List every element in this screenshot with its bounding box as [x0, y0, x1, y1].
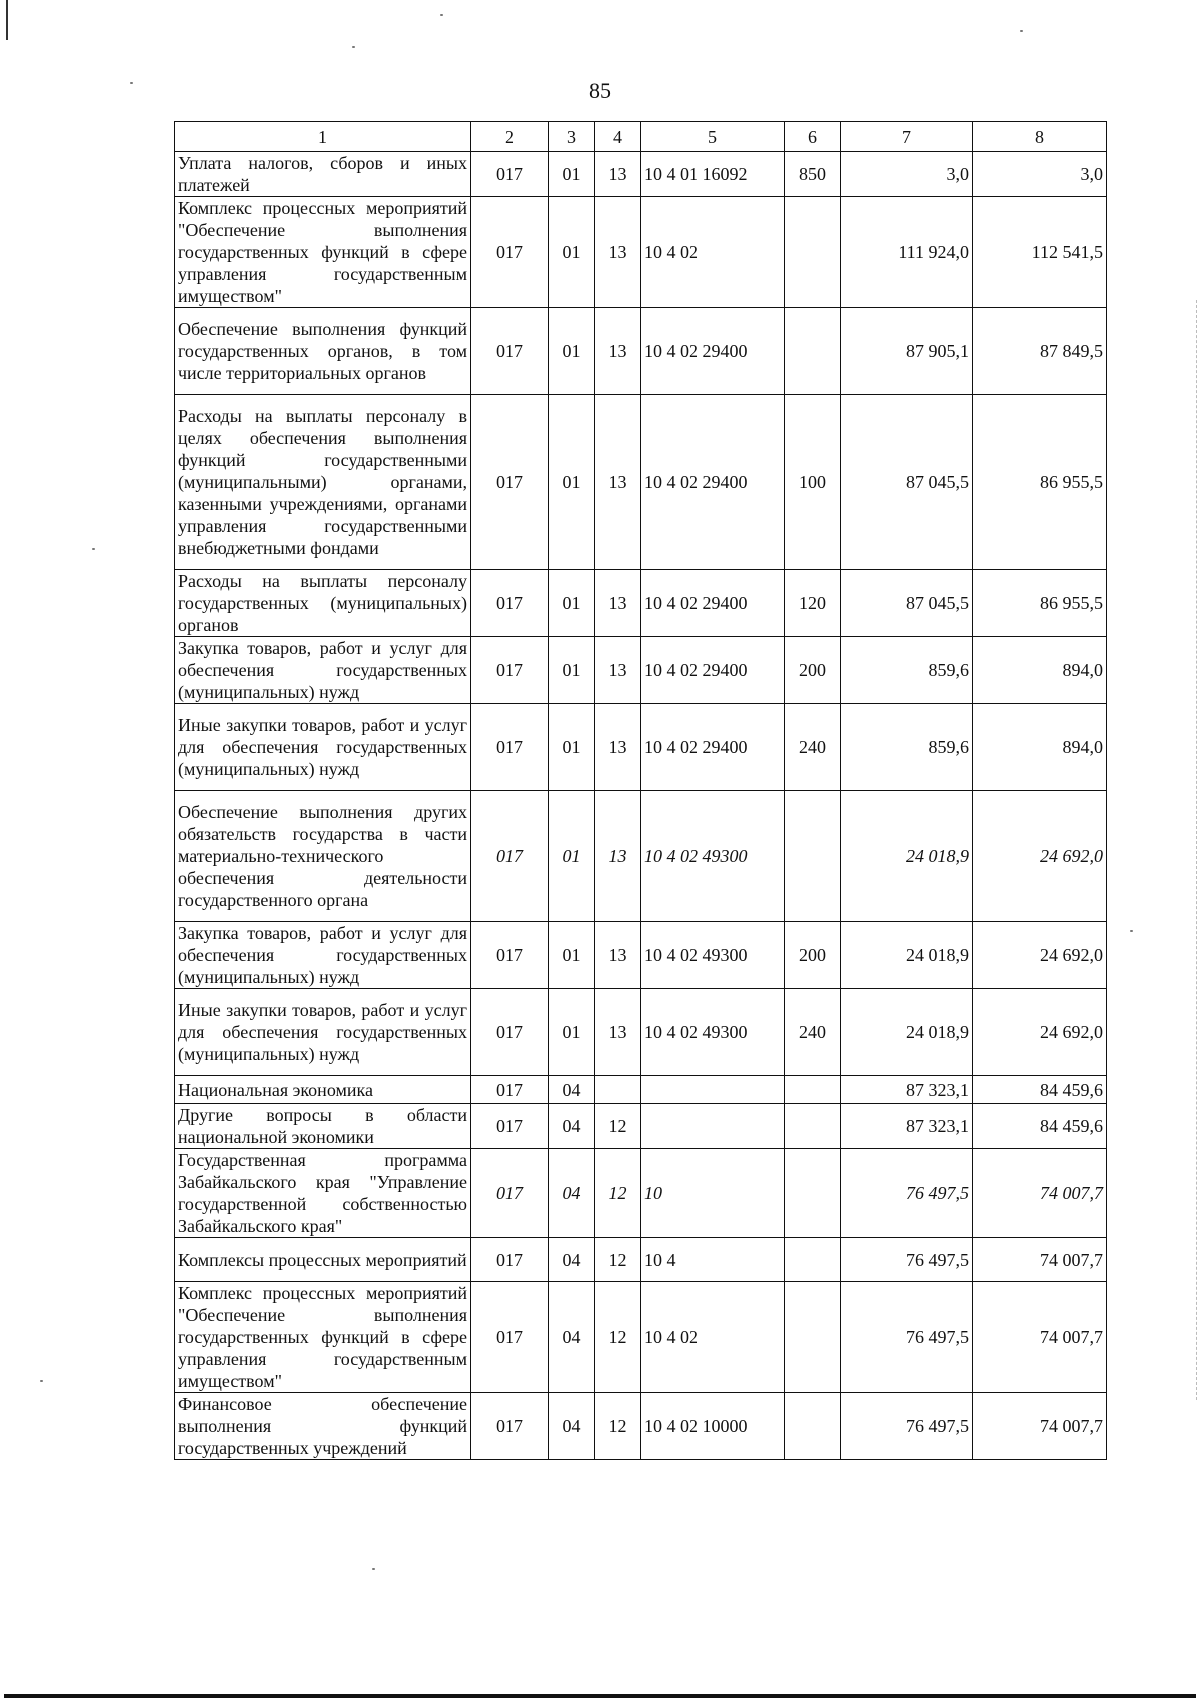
section-code-cell: 04 [549, 1282, 595, 1393]
scan-speck [40, 1380, 43, 1382]
header-row [175, 122, 1107, 152]
target-article-cell: 10 4 02 29400 [641, 395, 785, 570]
row-name-cell: Комплекс процессных мероприятий "Обеспечение выполнения государственных функций в сфере управления государственным имуществом" [175, 197, 471, 308]
amount-year1-cell: 24 018,9 [841, 791, 973, 922]
col-header: 1 [175, 122, 471, 152]
row-name-cell: Финансовое обеспечение выполнения функций государственных учреждений [175, 1393, 471, 1460]
expense-type-cell [785, 1393, 841, 1460]
table-row [175, 570, 1107, 637]
subsection-code-cell: 13 [595, 197, 641, 308]
row-name-cell: Комплексы процессных мероприятий [175, 1238, 471, 1282]
admin-code-cell: 017 [471, 989, 549, 1076]
amount-year2-cell: 894,0 [973, 704, 1107, 791]
admin-code-cell: 017 [471, 704, 549, 791]
subsection-code-cell: 13 [595, 791, 641, 922]
expense-type-cell: 240 [785, 704, 841, 791]
expense-type-cell: 200 [785, 637, 841, 704]
target-article-cell: 10 4 02 29400 [641, 308, 785, 395]
target-article-cell: 10 4 02 49300 [641, 989, 785, 1076]
row-name-cell: Закупка товаров, работ и услуг для обеспечения государственных (муниципальных) нужд [175, 637, 471, 704]
subsection-code-cell: 13 [595, 704, 641, 791]
section-code-cell: 04 [549, 1104, 595, 1149]
admin-code-cell: 017 [471, 1149, 549, 1238]
amount-year2-cell: 24 692,0 [973, 922, 1107, 989]
admin-code-cell: 017 [471, 922, 549, 989]
amount-year2-cell: 74 007,7 [973, 1393, 1107, 1460]
amount-year2-cell: 24 692,0 [973, 989, 1107, 1076]
subsection-code-cell: 13 [595, 308, 641, 395]
scan-edge-mark [6, 0, 8, 40]
admin-code-cell: 017 [471, 1076, 549, 1104]
admin-code-cell: 017 [471, 1393, 549, 1460]
section-code-cell: 01 [549, 308, 595, 395]
row-name-cell: Иные закупки товаров, работ и услуг для обеспечения государственных (муниципальных) нужд [175, 704, 471, 791]
subsection-code-cell: 13 [595, 152, 641, 197]
scan-speck [1020, 30, 1023, 32]
subsection-code-cell: 13 [595, 395, 641, 570]
target-article-cell: 10 4 02 10000 [641, 1393, 785, 1460]
table-row [175, 791, 1107, 922]
target-article-cell: 10 4 02 49300 [641, 922, 785, 989]
subsection-code-cell: 12 [595, 1104, 641, 1149]
scan-right-edge [1196, 300, 1200, 1400]
expense-type-cell [785, 1149, 841, 1238]
admin-code-cell: 017 [471, 1104, 549, 1149]
table-row [175, 308, 1107, 395]
admin-code-cell: 017 [471, 308, 549, 395]
target-article-cell: 10 4 02 29400 [641, 570, 785, 637]
page-number: 85 [589, 78, 611, 103]
amount-year2-cell: 24 692,0 [973, 791, 1107, 922]
target-article-cell: 10 [641, 1149, 785, 1238]
target-article-cell: 10 4 02 49300 [641, 791, 785, 922]
target-article-cell [641, 1104, 785, 1149]
table-row [175, 922, 1107, 989]
amount-year2-cell: 74 007,7 [973, 1149, 1107, 1238]
section-code-cell: 01 [549, 395, 595, 570]
row-name-cell: Другие вопросы в области национальной экономики [175, 1104, 471, 1149]
row-name-cell: Расходы на выплаты персоналу в целях обеспечения выполнения функций государственными (муниципальными) органами, казенными учреждениями, органами управления государственными внебюджетными фондами [175, 395, 471, 570]
amount-year1-cell: 859,6 [841, 704, 973, 791]
col-header: 4 [595, 122, 641, 152]
admin-code-cell: 017 [471, 791, 549, 922]
admin-code-cell: 017 [471, 1238, 549, 1282]
row-name-cell: Национальная экономика [175, 1076, 471, 1104]
section-code-cell: 01 [549, 704, 595, 791]
expense-type-cell [785, 791, 841, 922]
section-code-cell: 04 [549, 1149, 595, 1238]
table-row [175, 1149, 1107, 1238]
admin-code-cell: 017 [471, 637, 549, 704]
table-row [175, 637, 1107, 704]
table-row [175, 1104, 1107, 1149]
col-header: 7 [841, 122, 973, 152]
amount-year1-cell: 87 323,1 [841, 1104, 973, 1149]
section-code-cell: 04 [549, 1393, 595, 1460]
row-name-cell: Иные закупки товаров, работ и услуг для обеспечения государственных (муниципальных) нужд [175, 989, 471, 1076]
col-header: 5 [641, 122, 785, 152]
table-row [175, 1282, 1107, 1393]
expense-type-cell: 850 [785, 152, 841, 197]
table-row [175, 704, 1107, 791]
amount-year2-cell: 74 007,7 [973, 1282, 1107, 1393]
amount-year2-cell: 86 955,5 [973, 570, 1107, 637]
section-code-cell: 01 [549, 791, 595, 922]
admin-code-cell: 017 [471, 197, 549, 308]
amount-year2-cell: 86 955,5 [973, 395, 1107, 570]
table-row [175, 1238, 1107, 1282]
subsection-code-cell: 12 [595, 1282, 641, 1393]
col-header: 6 [785, 122, 841, 152]
admin-code-cell: 017 [471, 570, 549, 637]
amount-year1-cell: 87 045,5 [841, 570, 973, 637]
amount-year1-cell: 76 497,5 [841, 1149, 973, 1238]
row-name-cell: Государственная программа Забайкальского края "Управление государственной собственностью Забайкальского края" [175, 1149, 471, 1238]
row-name-cell: Уплата налогов, сборов и иных платежей [175, 152, 471, 197]
expense-type-cell [785, 1104, 841, 1149]
row-name-cell: Расходы на выплаты персоналу государственных (муниципальных) органов [175, 570, 471, 637]
expense-type-cell [785, 1076, 841, 1104]
subsection-code-cell: 13 [595, 637, 641, 704]
section-code-cell: 01 [549, 989, 595, 1076]
budget-table [174, 121, 1107, 1460]
expense-type-cell: 240 [785, 989, 841, 1076]
col-header: 2 [471, 122, 549, 152]
table-row [175, 197, 1107, 308]
target-article-cell: 10 4 02 29400 [641, 704, 785, 791]
amount-year1-cell: 24 018,9 [841, 922, 973, 989]
amount-year2-cell: 84 459,6 [973, 1104, 1107, 1149]
subsection-code-cell: 12 [595, 1238, 641, 1282]
row-name-cell: Закупка товаров, работ и услуг для обеспечения государственных (муниципальных) нужд [175, 922, 471, 989]
section-code-cell: 01 [549, 637, 595, 704]
amount-year1-cell: 76 497,5 [841, 1238, 973, 1282]
scan-speck [352, 46, 355, 48]
expense-type-cell [785, 1282, 841, 1393]
expense-type-cell [785, 1238, 841, 1282]
amount-year2-cell: 894,0 [973, 637, 1107, 704]
expense-type-cell: 200 [785, 922, 841, 989]
section-code-cell: 01 [549, 922, 595, 989]
subsection-code-cell: 12 [595, 1149, 641, 1238]
amount-year1-cell: 111 924,0 [841, 197, 973, 308]
amount-year2-cell: 84 459,6 [973, 1076, 1107, 1104]
section-code-cell: 01 [549, 570, 595, 637]
admin-code-cell: 017 [471, 395, 549, 570]
table-row [175, 395, 1107, 570]
amount-year2-cell: 112 541,5 [973, 197, 1107, 308]
scan-speck [372, 1568, 375, 1570]
expense-type-cell: 100 [785, 395, 841, 570]
scan-speck [92, 548, 95, 550]
row-name-cell: Комплекс процессных мероприятий "Обеспечение выполнения государственных функций в сфере управления государственным имуществом" [175, 1282, 471, 1393]
table-row [175, 152, 1107, 197]
col-header: 8 [973, 122, 1107, 152]
amount-year1-cell: 87 323,1 [841, 1076, 973, 1104]
section-code-cell: 04 [549, 1238, 595, 1282]
section-code-cell: 01 [549, 152, 595, 197]
subsection-code-cell: 13 [595, 989, 641, 1076]
amount-year1-cell: 76 497,5 [841, 1282, 973, 1393]
row-name-cell: Обеспечение выполнения других обязательств государства в части материально-технического обеспечения деятельности государственного органа [175, 791, 471, 922]
expense-type-cell [785, 308, 841, 395]
col-header: 3 [549, 122, 595, 152]
table-row [175, 1393, 1107, 1460]
table-row [175, 989, 1107, 1076]
subsection-code-cell: 13 [595, 570, 641, 637]
amount-year1-cell: 76 497,5 [841, 1393, 973, 1460]
row-name-cell: Обеспечение выполнения функций государственных органов, в том числе территориальных органов [175, 308, 471, 395]
admin-code-cell: 017 [471, 152, 549, 197]
amount-year2-cell: 74 007,7 [973, 1238, 1107, 1282]
target-article-cell: 10 4 [641, 1238, 785, 1282]
amount-year2-cell: 3,0 [973, 152, 1107, 197]
subsection-code-cell: 13 [595, 922, 641, 989]
subsection-code-cell: 12 [595, 1393, 641, 1460]
scan-speck [440, 14, 443, 16]
amount-year2-cell: 87 849,5 [973, 308, 1107, 395]
amount-year1-cell: 87 045,5 [841, 395, 973, 570]
target-article-cell: 10 4 02 29400 [641, 637, 785, 704]
section-code-cell: 04 [549, 1076, 595, 1104]
target-article-cell: 10 4 01 16092 [641, 152, 785, 197]
section-code-cell: 01 [549, 197, 595, 308]
scan-speck [1130, 930, 1133, 932]
target-article-cell: 10 4 02 [641, 1282, 785, 1393]
expense-type-cell [785, 197, 841, 308]
admin-code-cell: 017 [471, 1282, 549, 1393]
target-article-cell [641, 1076, 785, 1104]
expense-type-cell: 120 [785, 570, 841, 637]
amount-year1-cell: 859,6 [841, 637, 973, 704]
amount-year1-cell: 3,0 [841, 152, 973, 197]
subsection-code-cell [595, 1076, 641, 1104]
amount-year1-cell: 87 905,1 [841, 308, 973, 395]
table-row [175, 1076, 1107, 1104]
target-article-cell: 10 4 02 [641, 197, 785, 308]
amount-year1-cell: 24 018,9 [841, 989, 973, 1076]
